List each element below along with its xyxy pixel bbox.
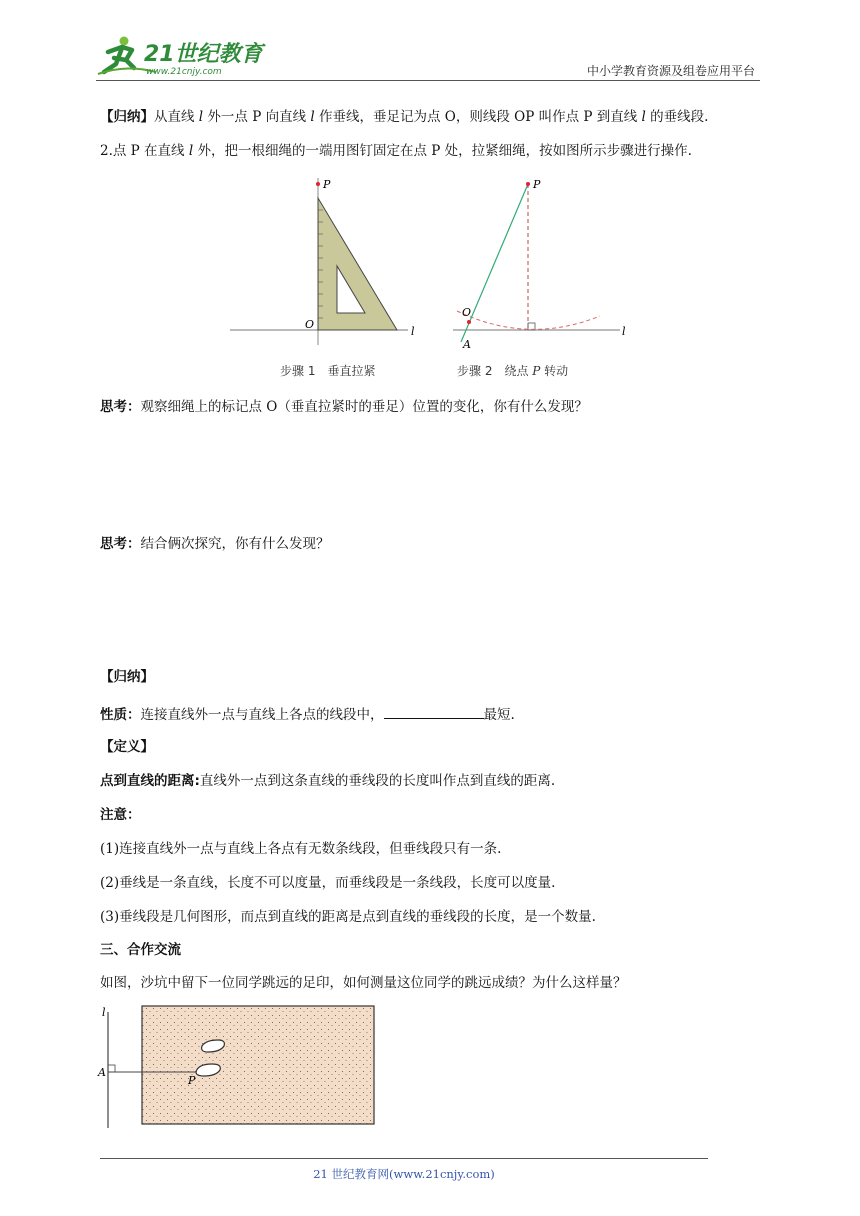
step1-diagram: [230, 178, 415, 378]
rotated-rope: [461, 184, 528, 342]
property-statement: 性质：连接直线外一点与直线上各点的线段中， 最短.: [100, 704, 515, 724]
summary-perpendicular-segment: 【归纳】从直线 l 外一点 P 向直线 l 作垂线，垂足记为点 O，则线段 OP 叫作点 P 到直线 l 的垂线段.: [100, 109, 709, 125]
definition-heading: 【定义】: [100, 739, 154, 755]
header-divider: [96, 80, 760, 81]
definition-statement: 点到直线的距离:直线外一点到这条直线的垂线段的长度叫作点到直线的距离.: [100, 773, 556, 789]
note-item: (3)垂线段是几何图形，而点到直线的距离是点到直线的垂线段的长度，是一个数量.: [100, 909, 596, 925]
note-item: (1)连接直线外一点与直线上各点有无数条线段，但垂线段只有一条.: [100, 841, 502, 857]
long-jump-question: 如图，沙坑中留下一位同学跳远的足印，如何测量这位同学的跳远成绩？为什么这样量？: [100, 975, 627, 991]
note-item: (2)垂线是一条直线，长度不可以度量，而垂线段是一条线段，长度可以度量.: [100, 875, 556, 891]
rope-steps-figure: [225, 170, 645, 385]
svg-text:l: l: [622, 325, 626, 338]
svg-text:P: P: [533, 178, 541, 191]
svg-text:O: O: [305, 318, 315, 331]
right-angle-mark-A: [108, 1065, 115, 1072]
logo-main: 21世纪教育: [144, 42, 263, 67]
summary-heading: 【归纳】: [100, 669, 154, 685]
note-heading: 注意：: [100, 807, 141, 823]
answer-blank[interactable]: [384, 704, 484, 719]
logo-sub: www.21cnjy.com: [146, 67, 222, 77]
svg-text:A: A: [98, 1066, 106, 1079]
caption-step1: 步骤 1 垂直拉紧: [280, 364, 376, 378]
point-O-step2: [467, 320, 471, 324]
footer-site-link[interactable]: 21 世纪教育网(www.21cnjy.com): [313, 1167, 495, 1181]
think-question-2: 思考：结合俩次探究，你有什么发现？: [100, 536, 330, 552]
point-P-step1: [316, 182, 320, 186]
section-heading: 三、合作交流: [100, 942, 181, 958]
caption-step2: 步骤 2 绕点 P 转动: [457, 364, 569, 378]
svg-text:O: O: [462, 306, 472, 319]
think-question-1: 思考：观察细绳上的标记点 O（垂直拉紧时的垂足）位置的变化，你有什么发现？: [100, 399, 588, 415]
svg-text:A: A: [463, 338, 471, 351]
activity-instruction: 2.点 P 在直线 l 外，把一根细绳的一端用图钉固定在点 P 处，拉紧细绳，按如图所示步骤进行操作.: [100, 143, 692, 159]
logo: [96, 34, 266, 78]
step2-diagram: [453, 178, 626, 378]
sandpit-figure: [96, 1000, 386, 1135]
sand-pit: [142, 1006, 374, 1124]
footer-divider: [100, 1158, 708, 1159]
svg-text:P: P: [323, 178, 331, 191]
svg-text:l: l: [102, 1006, 106, 1019]
header-platform-name: 中小学教育资源及组卷应用平台: [586, 64, 755, 78]
svg-text:P: P: [188, 1074, 196, 1087]
svg-text:l: l: [411, 325, 415, 338]
point-P-step2: [526, 182, 530, 186]
